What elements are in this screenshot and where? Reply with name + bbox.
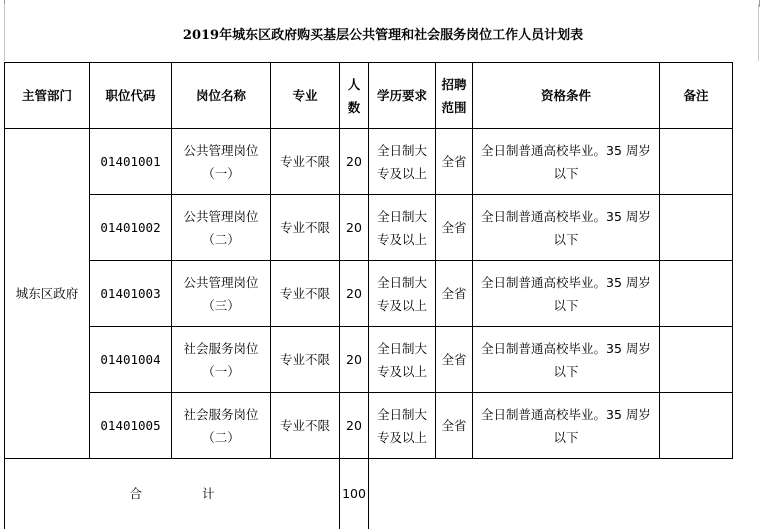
qual-cell xyxy=(473,129,660,195)
table-row xyxy=(5,261,733,327)
post-code: 01401004 xyxy=(90,327,172,393)
table-row xyxy=(5,195,733,261)
post-name xyxy=(172,327,271,393)
post-name-line2: （二） xyxy=(202,231,240,247)
qual-cell xyxy=(473,195,660,261)
post-name-line1: 公共管理岗位 xyxy=(183,142,259,158)
total-remainder xyxy=(369,459,733,529)
edu-line2: 专及以上 xyxy=(376,363,427,379)
qual-cell xyxy=(473,393,660,459)
note-cell xyxy=(660,129,733,195)
edu-line2: 专及以上 xyxy=(376,297,427,313)
post-code: 01401003 xyxy=(90,261,172,327)
header-scope xyxy=(436,63,473,129)
header-major: 专业 xyxy=(271,63,340,129)
count-cell: 20 xyxy=(340,195,369,261)
count-cell: 20 xyxy=(340,129,369,195)
qual-line1: 全日制普通高校毕业。35 周岁 xyxy=(481,274,651,290)
header-dept: 主管部门 xyxy=(5,63,90,129)
qual-line1: 全日制普通高校毕业。35 周岁 xyxy=(481,406,651,422)
qual-line2: 以下 xyxy=(553,297,579,313)
qual-line1: 全日制普通高校毕业。35 周岁 xyxy=(481,142,651,158)
total-label-b: 计 xyxy=(202,486,215,502)
qual-line1: 全日制普通高校毕业。35 周岁 xyxy=(481,208,651,224)
edu-line1: 全日制大 xyxy=(376,406,427,422)
post-name xyxy=(172,261,271,327)
scope-cell: 全省 xyxy=(436,327,473,393)
document-title: 2019年城东区政府购买基层公共管理和社会服务岗位工作人员计划表 xyxy=(182,28,584,43)
post-name xyxy=(172,195,271,261)
department-cell: 城东区政府 xyxy=(5,129,90,459)
header-scope-line2: 范围 xyxy=(441,99,467,115)
scope-cell: 全省 xyxy=(436,393,473,459)
qual-line2: 以下 xyxy=(553,231,579,247)
edu-cell xyxy=(369,195,436,261)
scope-cell: 全省 xyxy=(436,129,473,195)
count-cell: 20 xyxy=(340,261,369,327)
header-count-line2: 数 xyxy=(347,99,361,115)
post-name-line1: 公共管理岗位 xyxy=(183,274,259,290)
header-row xyxy=(5,63,733,129)
scope-cell: 全省 xyxy=(436,195,473,261)
post-name-line1: 社会服务岗位 xyxy=(183,340,259,356)
edu-cell xyxy=(369,261,436,327)
edu-cell xyxy=(369,327,436,393)
total-label-a: 合 xyxy=(129,486,142,502)
edu-line1: 全日制大 xyxy=(376,274,427,290)
table-row xyxy=(5,327,733,393)
post-code: 01401001 xyxy=(90,129,172,195)
major-cell: 专业不限 xyxy=(271,393,340,459)
edu-line2: 专及以上 xyxy=(376,165,427,181)
count-cell: 20 xyxy=(340,327,369,393)
major-cell: 专业不限 xyxy=(271,129,340,195)
total-label-cell xyxy=(5,459,340,529)
header-scope-line1: 招聘 xyxy=(441,76,467,92)
qual-line2: 以下 xyxy=(553,363,579,379)
header-edu: 学历要求 xyxy=(369,63,436,129)
table-row xyxy=(5,129,733,195)
note-cell xyxy=(660,261,733,327)
qual-line1: 全日制普通高校毕业。35 周岁 xyxy=(481,340,651,356)
qual-cell xyxy=(473,327,660,393)
post-code: 01401005 xyxy=(90,393,172,459)
post-name xyxy=(172,129,271,195)
edu-line1: 全日制大 xyxy=(376,208,427,224)
qual-cell xyxy=(473,261,660,327)
edu-line2: 专及以上 xyxy=(376,231,427,247)
table-row xyxy=(5,393,733,459)
corner-mark xyxy=(759,0,760,7)
recruitment-plan-table xyxy=(4,62,733,529)
header-count-line1: 人 xyxy=(347,76,361,92)
post-name-line2: （一） xyxy=(202,363,240,379)
scope-cell: 全省 xyxy=(436,261,473,327)
header-note: 备注 xyxy=(660,63,733,129)
major-cell: 专业不限 xyxy=(271,327,340,393)
note-cell xyxy=(660,393,733,459)
count-cell: 20 xyxy=(340,393,369,459)
major-cell: 专业不限 xyxy=(271,261,340,327)
edu-line1: 全日制大 xyxy=(376,340,427,356)
total-count: 100 xyxy=(340,459,369,529)
post-name-line1: 社会服务岗位 xyxy=(183,406,259,422)
post-name-line2: （一） xyxy=(202,165,240,181)
post-code: 01401002 xyxy=(90,195,172,261)
note-cell xyxy=(660,327,733,393)
header-qual: 资格条件 xyxy=(473,63,660,129)
header-code: 职位代码 xyxy=(90,63,172,129)
major-cell: 专业不限 xyxy=(271,195,340,261)
edu-cell xyxy=(369,129,436,195)
header-count xyxy=(340,63,369,129)
post-name-line2: （二） xyxy=(202,429,240,445)
edu-cell xyxy=(369,393,436,459)
note-cell xyxy=(660,195,733,261)
qual-line2: 以下 xyxy=(553,429,579,445)
post-name xyxy=(172,393,271,459)
total-row xyxy=(5,459,733,529)
edu-line2: 专及以上 xyxy=(376,429,427,445)
qual-line2: 以下 xyxy=(553,165,579,181)
header-post: 岗位名称 xyxy=(172,63,271,129)
post-name-line2: （三） xyxy=(202,297,240,313)
post-name-line1: 公共管理岗位 xyxy=(183,208,259,224)
edu-line1: 全日制大 xyxy=(376,142,427,158)
